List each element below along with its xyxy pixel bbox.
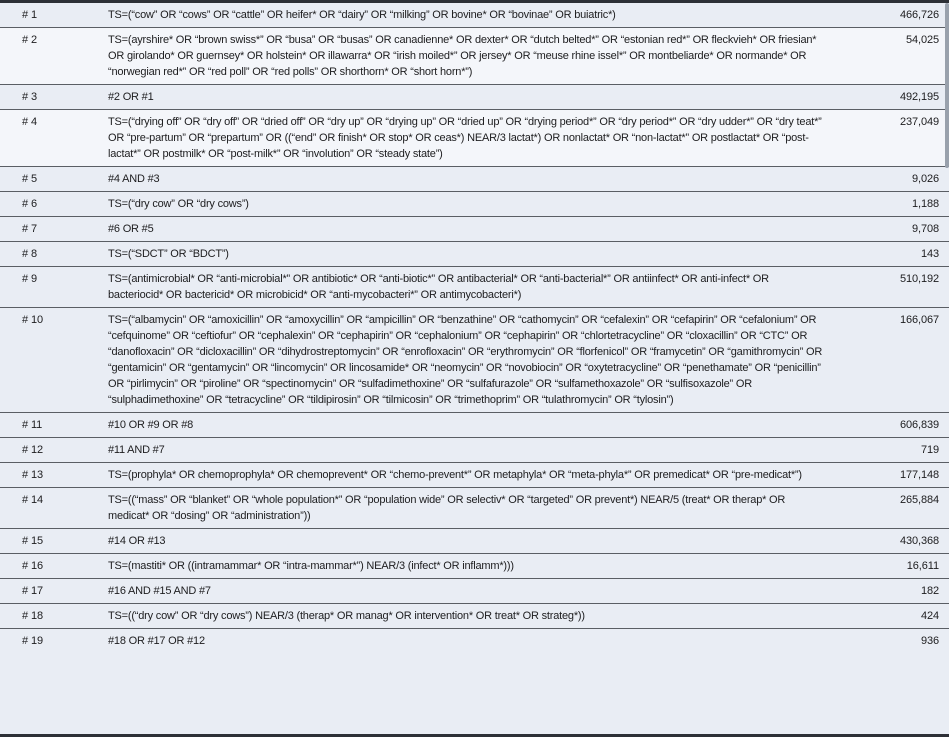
count-cell: 424	[920, 610, 939, 622]
count-cell: 510,192	[899, 273, 939, 285]
row-number-cell: # 5	[22, 173, 37, 185]
row-number-cell: # 3	[22, 91, 37, 103]
query-cell: #10 OR #9 OR #8	[108, 419, 194, 431]
count-cell: 166,067	[899, 314, 939, 326]
count-cell: 936	[920, 635, 939, 647]
row-number-cell: # 15	[22, 535, 44, 547]
query-cell: #11 AND #7	[108, 444, 165, 456]
query-cell: TS=(“cow” OR “cows” OR “cattle” OR heifer* OR “dairy” OR “milking” OR bovine* OR “bovinae” OR buiatric*)	[108, 9, 616, 21]
row-number-cell: # 4	[22, 116, 37, 128]
row-number-cell: # 10	[22, 314, 44, 326]
row-number-cell: # 12	[22, 444, 44, 456]
query-cell: TS=(antimicrobial* OR “anti-microbial*” OR antibiotic* OR “anti-biotic*” OR antibacterial* OR “anti-bacterial*” OR antiinfect* OR anti-infect* OR bacteriocid* OR bactericid* OR microbicid* OR “anti-mycobacteri*” OR antimycobacteri*)	[108, 273, 769, 301]
query-cell: TS=(prophyla* OR chemoprophyla* OR chemoprevent* OR “chemo-prevent*” OR metaphyla* OR “meta-phyla*” OR premedicat* OR “pre-medicat*”)	[108, 469, 802, 481]
count-cell: 16,611	[906, 560, 939, 572]
count-cell: 430,368	[899, 535, 939, 547]
query-cell: TS=((“mass” OR “blanket” OR “whole population*” OR “population wide” OR selectiv* OR “targeted” OR prevent*) NEAR/5 (treat* OR therap* OR medicat* OR “dosing” OR “administration”))	[108, 494, 786, 522]
query-cell: TS=(“SDCT” OR “BDCT”)	[108, 248, 229, 260]
query-cell: #14 OR #13	[108, 535, 166, 547]
table-row	[0, 528, 949, 553]
row-number-cell: # 2	[22, 34, 37, 46]
query-cell: TS=((“dry cow” OR “dry cows”) NEAR/3 (therap* OR manag* OR intervention* OR treat* OR strateg*))	[108, 610, 585, 622]
table-row	[0, 216, 949, 241]
count-cell: 1,188	[911, 198, 939, 210]
table-row	[0, 3, 949, 27]
table-row	[0, 109, 949, 166]
row-number-cell: # 8	[22, 248, 37, 260]
table-row	[0, 266, 949, 307]
count-cell: 177,148	[899, 469, 939, 481]
row-number-cell: # 9	[22, 273, 37, 285]
row-number-cell: # 6	[22, 198, 37, 210]
table-row	[0, 462, 949, 487]
table-row	[0, 191, 949, 216]
query-cell: TS=(“drying off” OR “dry off” OR “dried off” OR “dry up” OR “drying up” OR “dried up” OR “drying period*” OR “dry period*” OR “dry udder*” OR “dry teat*” OR “pre-partum” OR “prepartum” OR ((“end” OR finish* OR stop* OR ceas*) NEAR/3 lactat*) OR nonlactat* OR “non-lactat*” OR postlactat* OR “post-lactat*” OR postmilk* OR “post-milk*” OR “involution” OR “steady state”)	[108, 116, 822, 160]
query-cell: #16 AND #15 AND #7	[108, 585, 211, 597]
table-row	[0, 241, 949, 266]
table-row	[0, 487, 949, 528]
row-number-cell: # 16	[22, 560, 44, 572]
row-number-cell: # 18	[22, 610, 44, 622]
table-row	[0, 412, 949, 437]
query-cell: #18 OR #17 OR #12	[108, 635, 205, 647]
query-cell: #2 OR #1	[108, 91, 154, 103]
row-number-cell: # 17	[22, 585, 44, 597]
count-cell: 492,195	[899, 91, 939, 103]
count-cell: 237,049	[899, 116, 939, 128]
count-cell: 9,026	[911, 173, 939, 185]
query-cell: #4 AND #3	[108, 173, 160, 185]
row-number-cell: # 14	[22, 494, 44, 506]
query-cell: TS=(mastiti* OR ((intramammar* OR “intra-mammar*”) NEAR/3 (infect* OR inflamm*)))	[108, 560, 514, 572]
query-cell: TS=(“albamycin” OR “amoxicillin” OR “amoxycillin” OR “ampicillin” OR “benzathine” OR “cathomycin” OR “cefalexin” OR “cefapirin” OR “cefalonium” OR “cefquinome” OR “ceftiofur” OR “cephalexin” OR “cephapirin” OR “cephalonium” OR “cephapirin” OR “chlortetracycline” OR “cloxacillin” OR “CTC” OR “danofloxacin” OR “dicloxacillin” OR “dihydrostreptomycin” OR “enrofloxacin” OR “erythromycin” OR “florfenicol” OR “framycetin” OR “gamithromycin” OR “gentamicin” OR “gentamycin” OR “lincomycin” OR lincosamide* OR “neomycin” OR “novobiocin” OR “oxytetracycline” OR “penethamate” OR “penicillin” OR “pirlimycin” OR “piroline” OR “spectinomycin” OR “sulfadimethoxine” OR “sulfafurazole” OR “sulfamethoxazole” OR “sulfisoxazole” OR “sulphadimethoxine” OR “tetracycline” OR “tildipirosin” OR “tilmicosin” OR “trimethoprim” OR “tulathromycin” OR “tylosin”)	[108, 314, 823, 406]
query-cell: #6 OR #5	[108, 223, 154, 235]
row-number-cell: # 13	[22, 469, 44, 481]
query-cell: TS=(“dry cow” OR “dry cows”)	[108, 198, 249, 210]
table-row	[0, 27, 949, 84]
table-row	[0, 578, 949, 603]
scrollbar-thumb[interactable]	[945, 3, 949, 168]
table-row	[0, 307, 949, 412]
row-number-cell: # 1	[22, 9, 37, 21]
count-cell: 143	[920, 248, 939, 260]
count-cell: 719	[920, 444, 939, 456]
table-row	[0, 628, 949, 653]
count-cell: 466,726	[899, 9, 939, 21]
row-number-cell: # 11	[22, 419, 43, 431]
count-cell: 606,839	[899, 419, 939, 431]
row-number-cell: # 7	[22, 223, 37, 235]
table-row	[0, 437, 949, 462]
table-row	[0, 166, 949, 191]
row-number-cell: # 19	[22, 635, 44, 647]
table-row	[0, 553, 949, 578]
count-cell: 9,708	[911, 223, 939, 235]
count-cell: 54,025	[905, 34, 939, 46]
count-cell: 182	[920, 585, 939, 597]
query-cell: TS=(ayrshire* OR “brown swiss*” OR “busa” OR “busas” OR canadienne* OR dexter* OR “dutch belted*” OR “estonian red*” OR fleckvieh* OR friesian* OR girolando* OR guernsey* OR holstein* OR illawarra* OR “irish moiled*” OR jersey* OR “meuse rhine issel*” OR montbeliarde* OR normande* OR “norwegian red*” OR “red poll” OR “red polls” OR shorthorn* OR “short horn*”)	[108, 34, 817, 78]
table-row	[0, 603, 949, 628]
count-cell: 265,884	[899, 494, 939, 506]
table-row	[0, 84, 949, 109]
